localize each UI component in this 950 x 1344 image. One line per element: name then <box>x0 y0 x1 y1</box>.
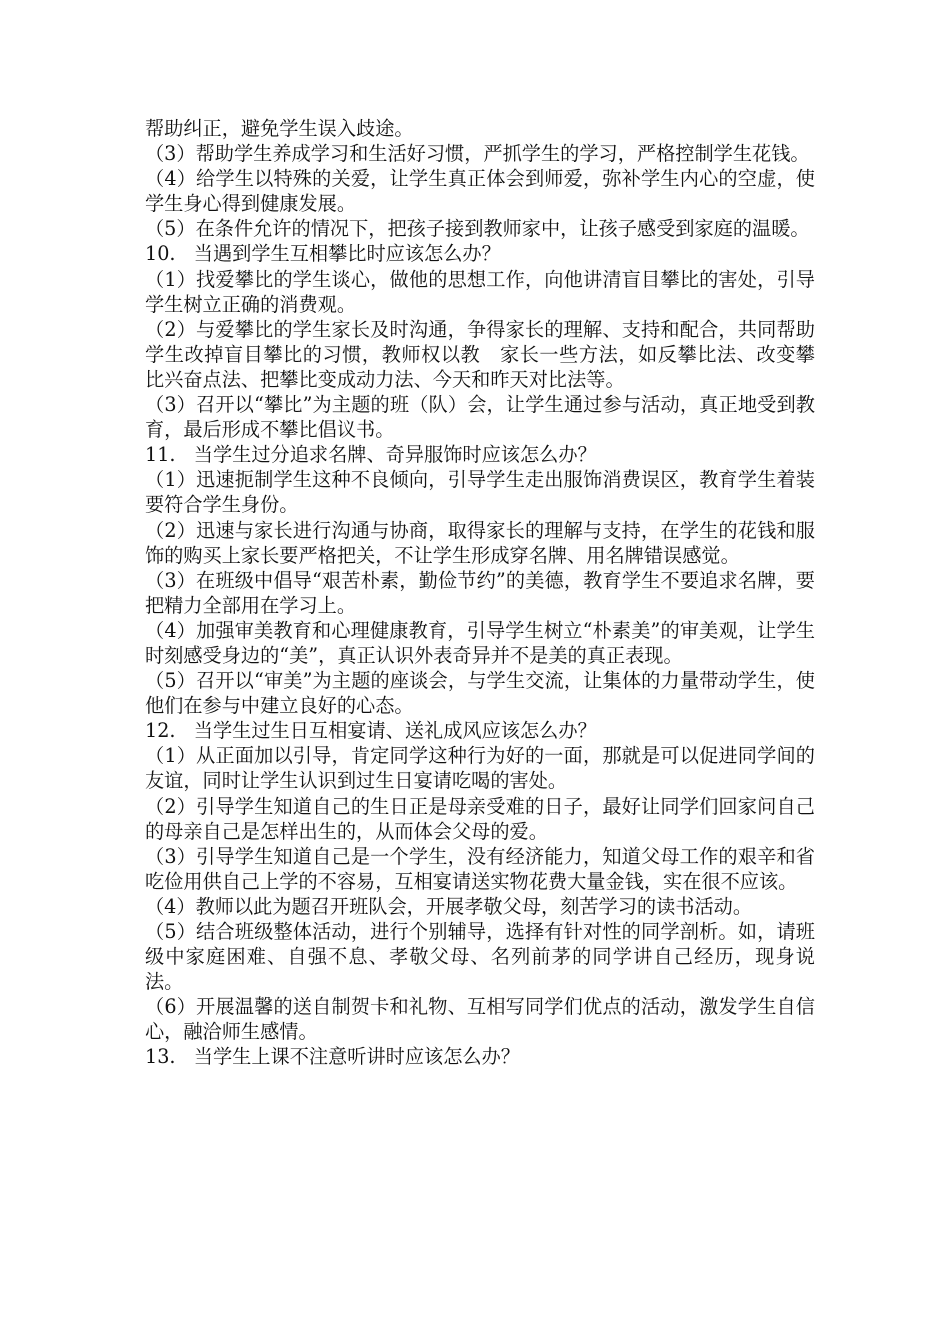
paragraph: （1）从正面加以引导，肯定同学这种行为好的一面，那就是可以促进同学间的友谊，同时让学生认识到过生日宴请吃喝的害处。 <box>145 744 815 793</box>
paragraph: （2）引导学生知道自己的生日正是母亲受难的日子，最好让同学们回家问自己的母亲自己是怎样出生的，从而体会父母的爱。 <box>145 794 815 843</box>
paragraph: （4）加强审美教育和心理健康教育，引导学生树立“朴素美”的审美观，让学生时刻感受身边的“美”，真正认识外表奇异并不是美的真正表现。 <box>145 618 815 667</box>
paragraph: （1）迅速扼制学生这种不良倾向，引导学生走出服饰消费误区，教育学生着装要符合学生身份。 <box>145 468 815 517</box>
paragraph: （3）帮助学生养成学习和生活好习惯，严抓学生的学习，严格控制学生花钱。 <box>145 142 810 166</box>
paragraph: （5）召开以“审美”为主题的座谈会，与学生交流，让集体的力量带动学生，使他们在参与中建立良好的心态。 <box>145 669 815 718</box>
paragraph: （2）与爱攀比的学生家长及时沟通，争得家长的理解、支持和配合，共同帮助学生改掉盲目攀比的习惯，教师权以教 家长一些方法，如反攀比法、改变攀比兴奋点法、把攀比变成动力法、今天和昨天对比法等。 <box>145 317 815 391</box>
paragraph: （1）找爱攀比的学生谈心，做他的思想工作，向他讲清盲目攀比的害处，引导学生树立正确的消费观。 <box>145 267 815 316</box>
paragraph: （5）在条件允许的情况下，把孩子接到教师家中，让孩子感受到家庭的温暖。 <box>145 217 810 241</box>
paragraph: （6）开展温馨的送自制贺卡和礼物、互相写同学们优点的活动，激发学生自信心，融洽师生感情。 <box>145 995 815 1044</box>
paragraph: （3）召开以“攀比”为主题的班（队）会，让学生通过参与活动，真正地受到教育，最后形成不攀比倡议书。 <box>145 393 815 442</box>
section-heading: 12. 当学生过生日互相宴请、送礼成风应该怎么办？ <box>145 719 597 743</box>
section-heading: 13. 当学生上课不注意听讲时应该怎么办？ <box>145 1045 520 1069</box>
section-heading: 10. 当遇到学生互相攀比时应该怎么办？ <box>145 242 501 266</box>
paragraph: （4）给学生以特殊的关爱，让学生真正体会到师爱，弥补学生内心的空虚，使学生身心得到健康发展。 <box>145 167 815 216</box>
paragraph: 帮助纠正，避免学生误入歧途。 <box>145 117 414 140</box>
paragraph: （3）在班级中倡导“艰苦朴素，勤俭节约”的美德，教育学生不要追求名牌，要把精力全部用在学习上。 <box>145 568 815 617</box>
section-heading: 11. 当学生过分追求名牌、奇异服饰时应该怎么办？ <box>145 443 597 467</box>
paragraph: （2）迅速与家长进行沟通与协商，取得家长的理解与支持，在学生的花钱和服饰的购买上家长要严格把关，不让学生形成穿名牌、用名牌错误感觉。 <box>145 518 815 567</box>
paragraph: （5）结合班级整体活动，进行个别辅导，选择有针对性的同学剖析。如，请班级中家庭困难、自强不息、孝敬父母、名列前茅的同学讲自己经历，现身说法。 <box>145 920 815 994</box>
paragraph: （4）教师以此为题召开班队会，开展孝敬父母，刻苦学习的读书活动。 <box>145 894 753 918</box>
document-page <box>145 116 815 1070</box>
paragraph: （3）引导学生知道自己是一个学生，没有经济能力，知道父母工作的艰辛和省吃俭用供自己上学的不容易，互相宴请送实物花费大量金钱，实在很不应该。 <box>145 844 815 893</box>
